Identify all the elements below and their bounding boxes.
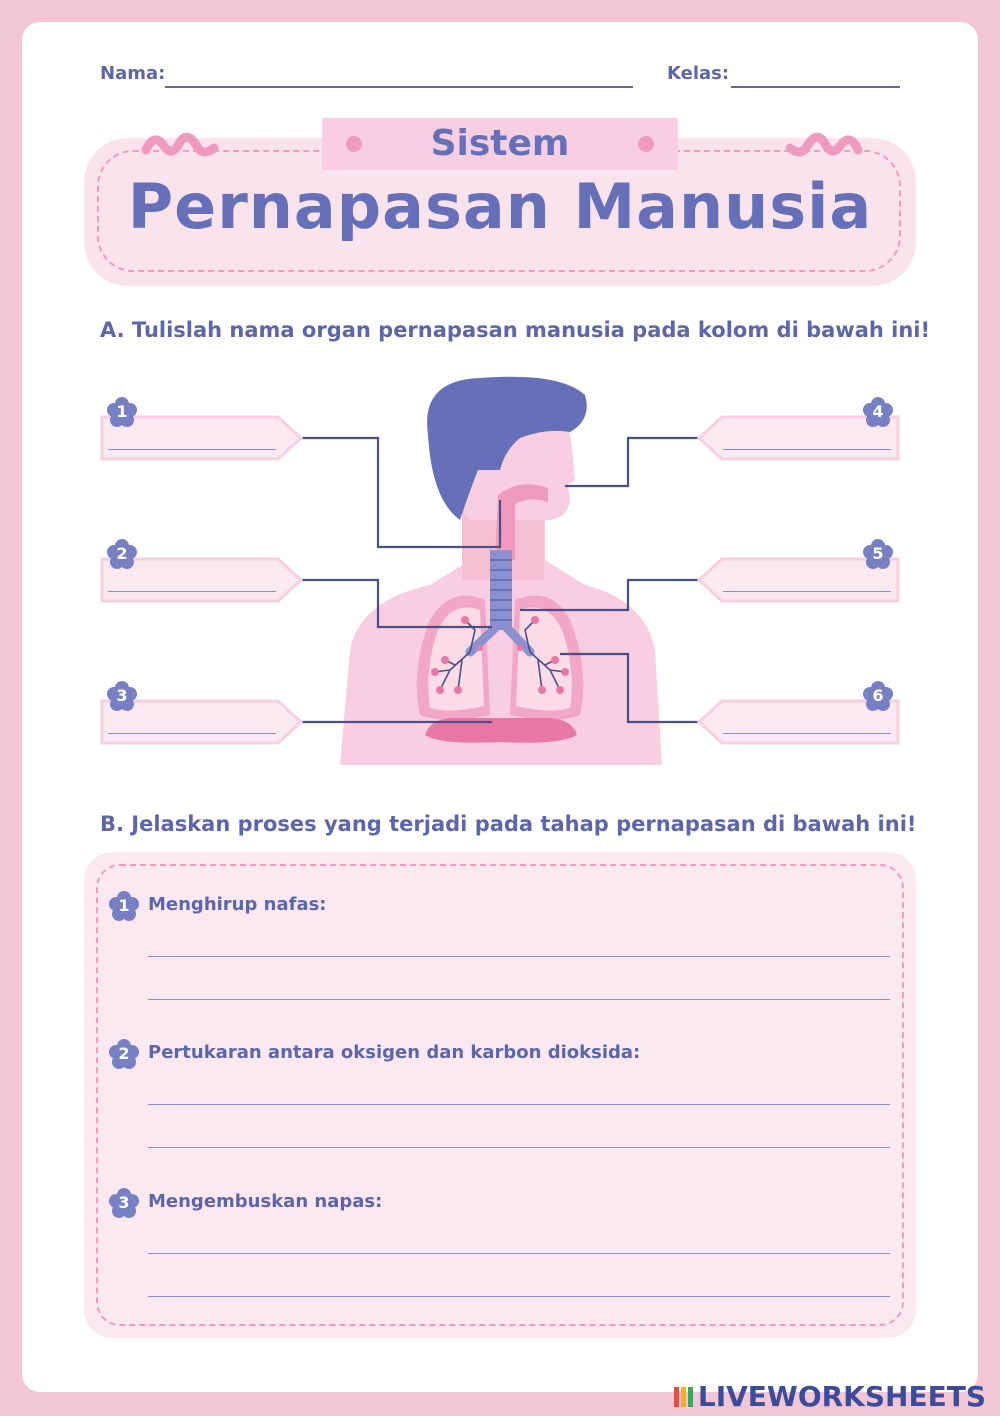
- class-label: Kelas:: [667, 63, 730, 84]
- label-input-line[interactable]: [723, 591, 891, 592]
- number-badge-4: 4: [862, 396, 894, 428]
- item-label-gas-exchange: Pertukaran antara oksigen dan karbon dioksida:: [148, 1042, 641, 1063]
- liveworksheets-logo: [674, 1380, 986, 1413]
- item-badge-1: 1: [108, 890, 140, 922]
- number-badge-6: 6: [862, 680, 894, 712]
- label-input-line[interactable]: [108, 591, 276, 592]
- answer-line[interactable]: [148, 956, 890, 957]
- number-badge-3: 3: [106, 680, 138, 712]
- name-label: Nama:: [100, 63, 166, 84]
- answer-line[interactable]: [148, 999, 890, 1000]
- label-input-line[interactable]: [108, 449, 276, 450]
- answer-line[interactable]: [148, 1147, 890, 1148]
- answer-line[interactable]: [148, 1296, 890, 1297]
- section-a-instruction: A. Tulislah nama organ pernapasan manusia pada kolom di bawah ini!: [100, 318, 931, 342]
- liveworksheets-brand-text: LIVEWORKSHEETS: [697, 1380, 986, 1413]
- item-badge-3: 3: [108, 1187, 140, 1219]
- label-input-line[interactable]: [108, 733, 276, 734]
- section-b-panel-border: [96, 864, 904, 1326]
- label-input-line[interactable]: [723, 449, 891, 450]
- title-subtitle: Sistem: [430, 123, 570, 164]
- item-label-exhale: Mengembuskan napas:: [148, 1191, 383, 1212]
- page-title: Pernapasan Manusia: [127, 170, 873, 243]
- answer-line[interactable]: [148, 1253, 890, 1254]
- item-badge-2: 2: [108, 1038, 140, 1070]
- item-label-inhale: Menghirup nafas:: [148, 894, 327, 915]
- liveworksheets-logo-icon: [674, 1383, 694, 1407]
- number-badge-5: 5: [862, 538, 894, 570]
- number-badge-1: 1: [106, 396, 138, 428]
- answer-line[interactable]: [148, 1104, 890, 1105]
- number-badge-2: 2: [106, 538, 138, 570]
- label-input-line[interactable]: [723, 733, 891, 734]
- section-b-instruction: B. Jelaskan proses yang terjadi pada tahap pernapasan di bawah ini!: [100, 812, 917, 836]
